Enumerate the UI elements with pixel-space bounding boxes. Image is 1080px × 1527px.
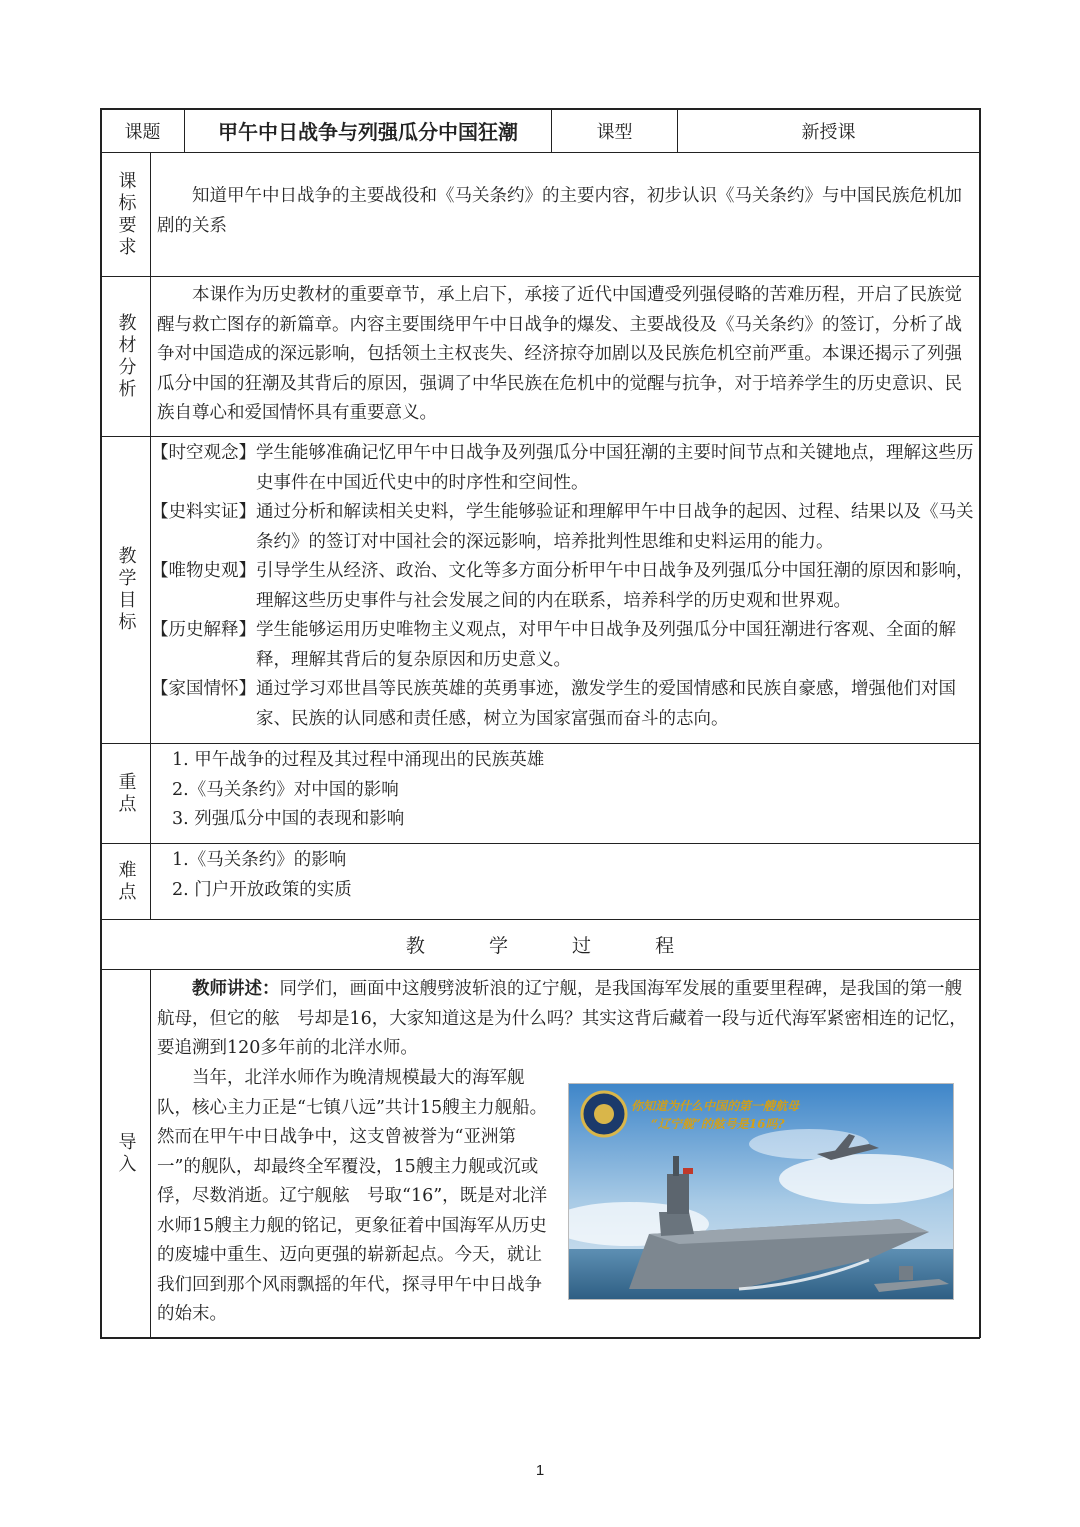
objectives-list bbox=[151, 439, 975, 734]
list-item: 1.《马关条约》的影响 bbox=[172, 850, 347, 870]
objective-text: 通过分析和解读相关史料，学生能够验证和理解甲午中日战争的起因、过程、结果以及《马关条约》的签订对中国社会的深远影响，培养批判性思维和史料运用的能力。 bbox=[256, 502, 974, 552]
intro-label: 导入 bbox=[115, 1131, 137, 1176]
image-caption-2: “辽宁舰”的舷号是16吗? bbox=[651, 1117, 785, 1131]
course-title: 甲午中日战争与列强瓜分中国狂潮 bbox=[218, 120, 518, 144]
objective-item bbox=[151, 675, 975, 734]
objectives-label: 教学目标 bbox=[115, 546, 137, 634]
key-points-label: 重点 bbox=[115, 771, 137, 816]
objective-item bbox=[151, 616, 975, 675]
intro-lead: 教师讲述： bbox=[192, 979, 280, 999]
objective-item bbox=[151, 439, 975, 498]
objective-tag: 【唯物史观】 bbox=[151, 561, 256, 581]
intro-para-1 bbox=[157, 975, 975, 1064]
objective-item bbox=[151, 557, 975, 616]
standards-label: 课标要求 bbox=[115, 170, 137, 259]
type-value: 新授课 bbox=[801, 121, 856, 143]
objective-item bbox=[151, 498, 975, 557]
objective-tag: 【历史解释】 bbox=[151, 620, 256, 640]
list-item: 2.《马关条约》对中国的影响 bbox=[172, 779, 399, 800]
objective-tag: 【史料实证】 bbox=[151, 502, 256, 522]
intro-para-2: 当年，北洋水师作为晚清规模最大的海军舰队，核心主力正是“七镇八远”共计15艘主力舰船。然而在甲午中日战争中，这支曾被誉为“亚洲第一”的舰队，却最终全军覆没，15艘主力舰或沉或俘，尽数消逝。辽宁舰舷 号取“16”，既是对北洋水师15艘主力舰的铭记，更象征着中国海军从历史的废墟中重生、迈向更强的崭新起点。今天，就让我们回到那个风雨飘摇的年代，探寻甲午中日战争的始末。 bbox=[157, 1068, 548, 1324]
page-number: 1 bbox=[535, 1461, 545, 1479]
objective-text: 学生能够准确记忆甲午中日战争及列强瓜分中国狂潮的主要时间节点和关键地点，理解这些历史事件在中国近代史中的时序性和空间性。 bbox=[256, 443, 974, 493]
process-title: 教 学 过 程 bbox=[405, 935, 675, 957]
analysis-text: 本课作为历史教材的重要章节，承上启下，承接了近代中国遭受列强侵略的苦难历程，开启了民族觉醒与救亡图存的新篇章。内容主要围绕甲午中日战争的爆发、主要战役及《马关条约》的签订，分析了战争对中国造成的深远影响，包括领土主权丧失、经济掠夺加剧以及民族危机空前严重。本课还揭示了列强瓜分中国的狂潮及其背后的原因，强调了中华民族在危机中的觉醒与抗争，对于培养学生的历史意识、民族自尊心和爱国情怀具有重要意义。 bbox=[157, 285, 962, 423]
objective-tag: 【时空观念】 bbox=[151, 443, 256, 463]
carrier-image bbox=[568, 1083, 954, 1300]
type-label: 课型 bbox=[596, 121, 633, 143]
list-item: 3. 列强瓜分中国的表现和影响 bbox=[172, 809, 405, 829]
difficulties-label: 难点 bbox=[115, 859, 137, 904]
objective-tag: 【家国情怀】 bbox=[151, 679, 256, 699]
list-item: 1. 甲午战争的过程及其过程中涌现出的民族英雄 bbox=[172, 750, 545, 770]
analysis-label: 教材分析 bbox=[115, 312, 137, 401]
key-points-list bbox=[172, 746, 972, 835]
standards-text: 知道甲午中日战争的主要战役和《马关条约》的主要内容，初步认识《马关条约》与中国民族危机加剧的关系 bbox=[157, 186, 962, 236]
objective-text: 学生能够运用历史唯物主义观点，对甲午中日战争及列强瓜分中国狂潮进行客观、全面的解释，理解其背后的复杂原因和历史意义。 bbox=[256, 620, 956, 670]
objective-text: 引导学生从经济、政治、文化等多方面分析甲午中日战争及列强瓜分中国狂潮的原因和影响，理解这些历史事件与社会发展之间的内在联系，培养科学的历史观和世界观。 bbox=[256, 561, 974, 611]
image-caption-1: 你知道为什么中国的第一艘航母 bbox=[631, 1099, 800, 1113]
objective-text: 通过学习邓世昌等民族英雄的英勇事迹，激发学生的爱国情感和民族自豪感，增强他们对国家、民族的认同感和责任感，树立为国家富强而奋斗的志向。 bbox=[256, 679, 956, 729]
difficulties-list bbox=[172, 846, 972, 905]
list-item: 2. 门户开放政策的实质 bbox=[172, 879, 352, 900]
course-label: 课题 bbox=[124, 121, 161, 143]
intro-para-1-text: 同学们，画面中这艘劈波斩浪的辽宁舰，是我国海军发展的重要里程碑，是我国的第一艘航母，但它的舷 号却是16，大家知道这是为什么吗？其实这背后藏着一段与近代海军紧密相连的记忆，要追溯到120多年前的北洋水师。 bbox=[157, 979, 967, 1058]
